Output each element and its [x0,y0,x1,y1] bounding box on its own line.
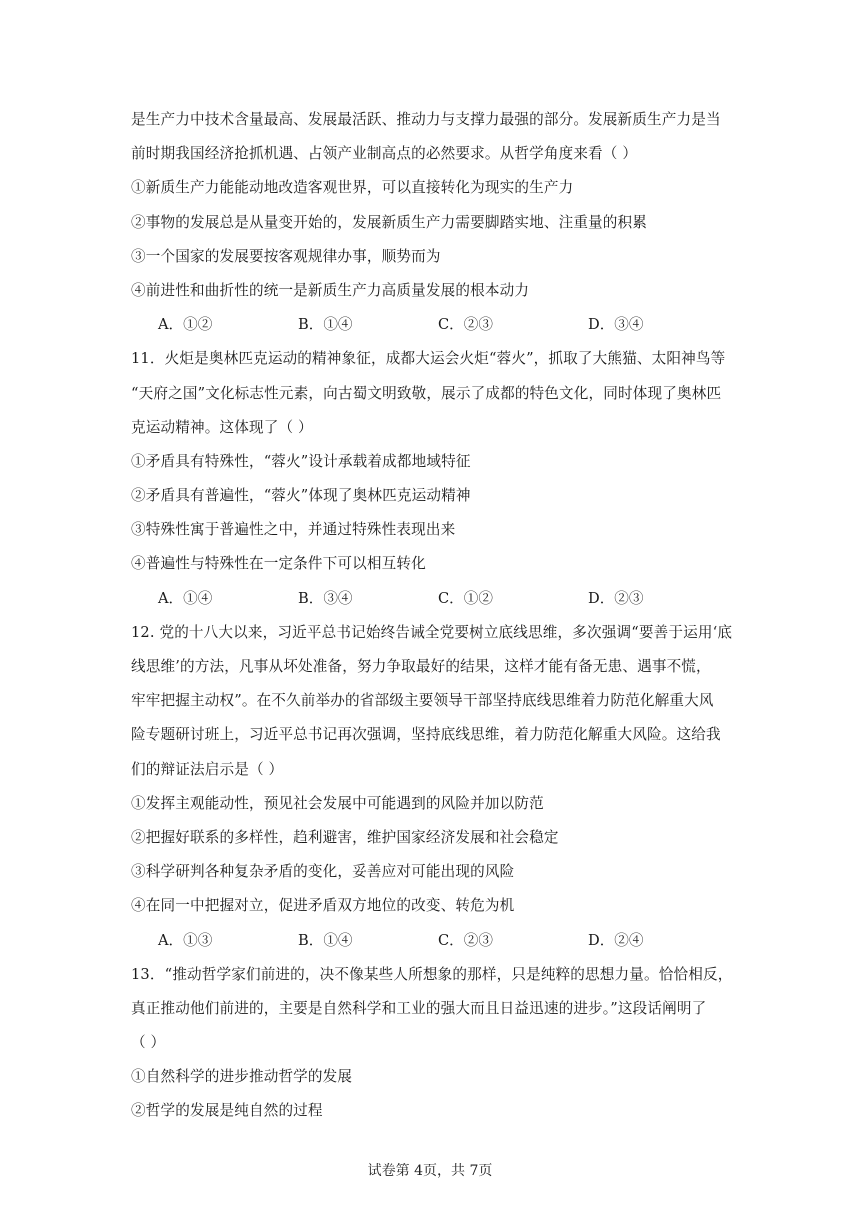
question-12-statement-4: ④在同一中把握对立，促进矛盾双方地位的改变、转危为机 [131,897,515,915]
question-11-option-a: A．①④ [158,589,213,607]
question-10-stem-line-1: 是生产力中技术含量最高、发展最活跃、推动力与支撑力最强的部分。发展新质生产力是当 [131,111,721,128]
question-12-statement-1: ①发挥主观能动性，预见社会发展中可能遇到的风险并加以防范 [131,794,544,812]
question-11-statement-3: ③特殊性寓于普遍性之中，并通过特殊性表现出来 [131,521,456,539]
question-10-option-a: A．①② [158,316,213,334]
question-10-option-b: B．①④ [298,316,353,334]
question-10-option-c: C．②③ [438,316,493,334]
question-13-stem-line-1: 13．“推动哲学家们前进的，决不像某些人所想象的那样，只是纯粹的思想力量。恰恰相反， [131,965,733,983]
question-11-stem-line-3: 克运动精神。这体现了（ ） [131,418,313,436]
question-11-option-b: B．③④ [298,589,353,607]
question-13-stem-line-3: （ ） [131,1034,166,1052]
page-footer: 试卷第 4页，共 7页 [367,1163,493,1179]
question-10-statement-2: ②事物的发展总是从量变开始的，发展新质生产力需要脚踏实地、注重量的积累 [131,213,648,231]
question-12 [131,616,733,958]
question-12-stem-line-4: 险专题研讨班上，习近平总书记再次强调，坚持底线思维，着力防范化解重大风险。这给我 [131,726,721,744]
question-10-statement-1: ①新质生产力能能动地改造客观世界，可以直接转化为现实的生产力 [131,179,574,197]
question-11-option-d: D．②③ [588,589,644,607]
question-10-options [131,308,733,342]
question-10 [131,103,733,342]
question-10-statement-4: ④前进性和曲折性的统一是新质生产力高质量发展的根本动力 [131,281,530,299]
question-10-stem-line-2: 前时期我国经济抢抓机遇、占领产业制高点的必然要求。从哲学角度来看（ ） [131,145,638,163]
question-12-option-b: B．①④ [298,931,353,949]
question-11-stem-line-1: 11．火炬是奥林匹克运动的精神象征，成都大运会火炬“蓉火”，抓取了大熊猫、太阳神鸟等 [131,350,726,368]
question-12-stem-line-5: 们的辩证法启示是（ ） [131,760,284,778]
question-10-statement-3: ③一个国家的发展要按客观规律办事，顺势而为 [131,247,441,265]
question-13-stem-line-2: 真正推动他们前进的，主要是自然科学和工业的强大而且日益迅速的进步。”这段话阐明了 [131,999,707,1017]
question-11-option-c: C．①② [438,589,493,607]
question-11-statement-4: ④普遍性与特殊性在一定条件下可以相互转化 [131,555,426,573]
question-13-statement-1: ①自然科学的进步推动哲学的发展 [131,1068,353,1086]
question-12-stem-line-2: 线思维’的方法，凡事从坏处准备，努力争取最好的结果，这样才能有备无患、遇事不慌， [131,658,711,675]
question-12-statement-2: ②把握好联系的多样性，趋利避害，维护国家经济发展和社会稳定 [131,828,559,846]
question-10-option-d: D．③④ [588,316,644,334]
question-12-statement-3: ③科学研判各种复杂矛盾的变化，妥善应对可能出现的风险 [131,863,515,881]
question-12-option-c: C．②③ [438,931,493,949]
question-11-options [131,582,733,616]
question-13-statement-2: ②哲学的发展是纯自然的过程 [131,1102,323,1120]
question-11-statement-2: ②矛盾具有普遍性，“蓉火”体现了奥林匹克运动精神 [131,487,471,505]
question-11-stem-line-2: “天府之国”文化标志性元素，向古蜀文明致敬，展示了成都的特色文化，同时体现了奥林匹 [131,384,722,402]
question-12-stem-line-3: 牢牢把握主动权”。在不久前举办的省部级主要领导干部坚持底线思维着力防范化解重大风 [131,692,714,710]
question-12-option-d: D．②④ [588,931,644,949]
question-11 [131,342,733,616]
page-content [131,103,733,1129]
question-13 [131,958,733,1129]
question-11-statement-1: ①矛盾具有特殊性，“蓉火”设计承载着成都地域特征 [131,452,471,470]
question-12-options [131,924,733,958]
question-12-option-a: A．①③ [158,931,213,949]
question-12-stem-line-1: 12. 党的十八大以来，习近平总书记始终告诫全党要树立底线思维，多次强调“要善于运用‘底 [131,623,733,641]
